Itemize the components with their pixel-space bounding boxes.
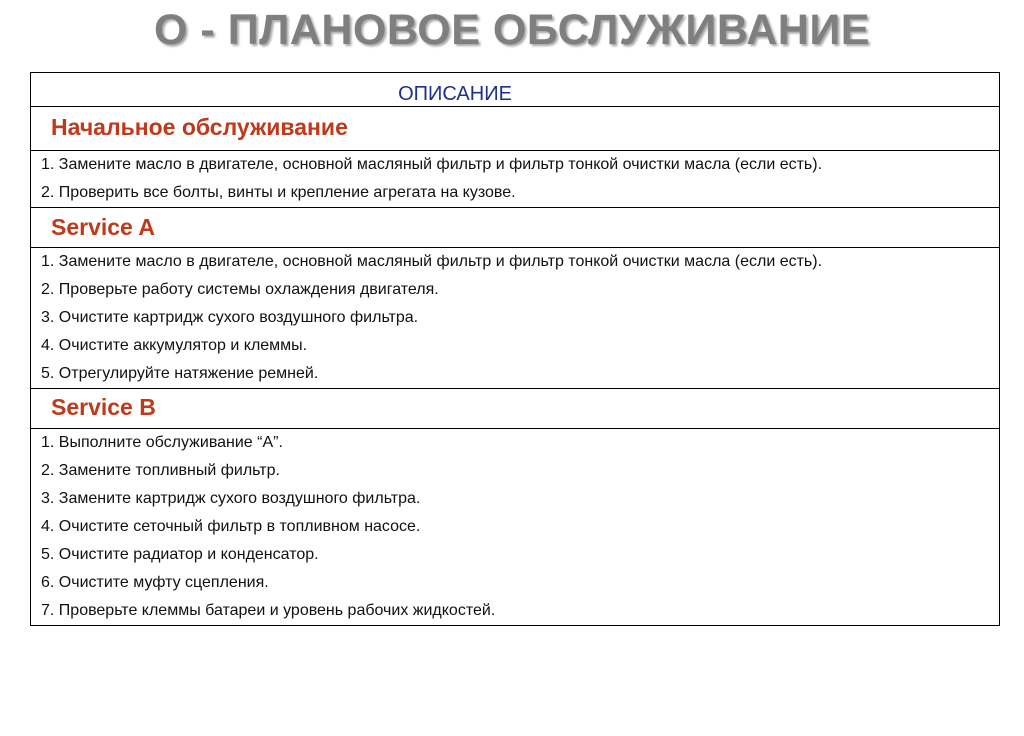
list-item: 2. Замените топливный фильтр.	[41, 462, 280, 479]
list-item: 1. Выполните обслуживание “А”.	[41, 434, 283, 451]
list-item: 1. Замените масло в двигателе, основной масляный фильтр и фильтр тонкой очистки масла (если есть).	[41, 253, 823, 270]
section-row-service-a	[31, 208, 1000, 248]
section-items-row-service-b	[31, 429, 1000, 626]
list-item: 3. Очистите картридж сухого воздушного фильтра.	[41, 309, 419, 326]
section-row-service-b	[31, 389, 1000, 429]
table-header	[31, 73, 1000, 107]
table-header-row	[31, 73, 1000, 107]
section-title-service-a: Service A	[31, 208, 1000, 248]
header-label: ОПИСАНИЕ	[398, 83, 512, 105]
list-item: 2. Проверить все болты, винты и крепление агрегата на кузове.	[41, 184, 516, 201]
section-items-row-initial	[31, 151, 1000, 208]
list-item: 4. Очистите аккумулятор и клеммы.	[41, 337, 308, 354]
section-items-initial	[31, 151, 1000, 208]
list-item: 7. Проверьте клеммы батареи и уровень рабочих жидкостей.	[41, 602, 496, 619]
list-item: 2. Проверьте работу системы охлаждения двигателя.	[41, 281, 439, 298]
list-item: 5. Очистите радиатор и конденсатор.	[41, 546, 319, 563]
section-items-service-b	[31, 429, 1000, 626]
list-item: 5. Отрегулируйте натяжение ремней.	[41, 365, 319, 382]
section-items-row-service-a	[31, 248, 1000, 389]
section-title-service-b: Service B	[31, 389, 1000, 429]
section-items-service-a	[31, 248, 1000, 389]
maintenance-table	[30, 72, 1000, 626]
list-item: 3. Замените картридж сухого воздушного фильтра.	[41, 490, 421, 507]
page-title: О - ПЛАНОВОЕ ОБСЛУЖИВАНИЕ	[154, 6, 870, 54]
section-title-initial: Начальное обслуживание	[31, 107, 1000, 151]
section-row-initial	[31, 107, 1000, 151]
list-item: 4. Очистите сеточный фильтр в топливном насосе.	[41, 518, 421, 535]
list-item: 1. Замените масло в двигателе, основной масляный фильтр и фильтр тонкой очистки масла (если есть).	[41, 156, 823, 173]
list-item: 6. Очистите муфту сцепления.	[41, 574, 269, 591]
